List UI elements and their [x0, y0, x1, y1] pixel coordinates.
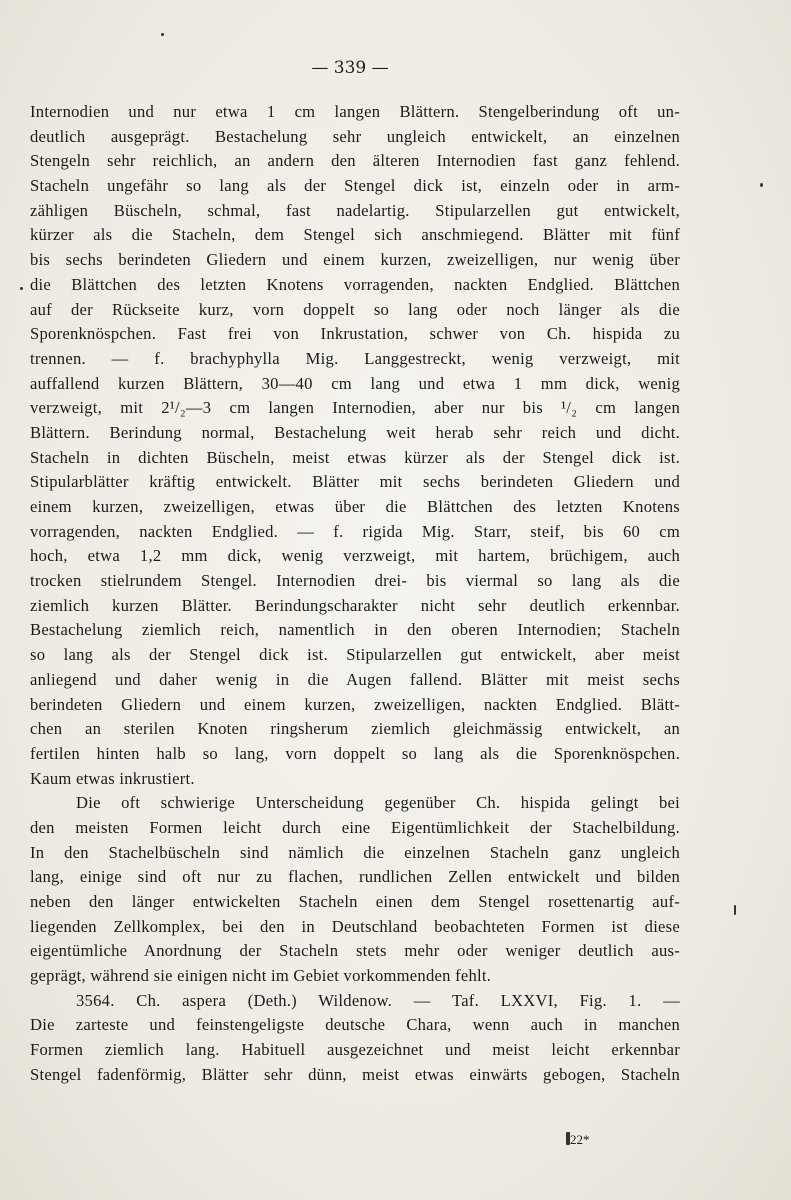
page-number: — 339 —: [311, 58, 389, 78]
text-line: ziemlich kurzen Blätter. Berindungscharakter nicht sehr deutlich erkennbar.: [30, 595, 680, 615]
text-line: die Blättchen des letzten Knotens vorragenden, nackten Endglied. Blättchen: [30, 274, 680, 294]
text-line: Sporenknöspchen. Fast frei von Inkrustation, schwer von Ch. hispida zu: [30, 324, 680, 344]
text-line: berindeten Gliedern und einem kurzen, zweizelligen, nackten Endglied. Blätt-: [30, 694, 680, 714]
text-line: auffallend kurzen Blättern, 30—40 cm lang und etwa 1 mm dick, wenig: [30, 373, 680, 393]
text-line: geprägt, während sie einigen nicht im Gebiet vorkommenden fehlt.: [30, 966, 492, 986]
signature-mark: 22*: [570, 1132, 590, 1147]
paragraph-species-description: [30, 100, 680, 791]
ink-speck: [734, 905, 736, 915]
text-line: liegenden Zellkomplex, bei den in Deutschland beobachteten Formen ist diese: [30, 916, 680, 936]
text-line: deutlich ausgeprägt. Bestachelung sehr ungleich entwickelt, an einzelnen: [30, 126, 680, 146]
paragraph-chara-aspera: [30, 989, 680, 1088]
text-line: Die zarteste und feinstengeligste deutsche Chara, wenn auch in manchen: [30, 1015, 680, 1035]
text-line: zähligen Büscheln, schmal, fast nadelartig. Stipularzellen gut entwickelt,: [30, 200, 680, 220]
text-line: In den Stachelbüscheln sind nämlich die einzelnen Stacheln ganz ungleich: [30, 842, 680, 862]
text-line: so lang als der Stengel dick ist. Stipularzellen gut entwickelt, aber meist: [30, 645, 680, 665]
text-line: vorragenden, nackten Endglied. — f. rigida Mig. Starr, steif, bis 60 cm: [30, 521, 680, 541]
text-line: einem kurzen, zweizelligen, etwas über die Blättchen des letzten Knotens: [30, 497, 680, 516]
text-line: Stacheln ungefähr so lang als der Stengel dick ist, einzeln oder in arm-: [30, 176, 680, 196]
text-line: anliegend und daher wenig in die Augen fallend. Blätter mit meist sechs: [30, 669, 680, 689]
ink-speck: [161, 33, 164, 36]
text-line: Stipularblätter kräftig entwickelt. Blätter mit sechs berindeten Gliedern und: [30, 472, 680, 492]
text-line: kürzer als die Stacheln, dem Stengel sich anschmiegend. Blätter mit fünf: [30, 225, 680, 245]
text-line: trennen. — f. brachyphylla Mig. Langgestreckt, wenig verzweigt, mit: [30, 348, 680, 368]
text-line: Internodien und nur etwa 1 cm langen Blättern. Stengelberindung oft un-: [30, 102, 680, 121]
text-line: Stacheln in dichten Büscheln, meist etwas kürzer als der Stengel dick ist.: [30, 447, 680, 467]
text-line: den meisten Formen leicht durch eine Eigentümlichkeit der Stachelbildung.: [30, 817, 680, 837]
text-line: Stengeln sehr reichlich, an andern den älteren Internodien fast ganz fehlend.: [30, 151, 680, 171]
paragraph-differentiation: [30, 791, 680, 989]
text-line: Stengel fadenförmig, Blätter sehr dünn, meist etwas einwärts gebogen, Stacheln: [30, 1064, 680, 1084]
text-line: lang, einige sind oft nur zu flachen, rundlichen Zellen entwickelt und bilden: [30, 867, 680, 887]
text-line: Bestachelung ziemlich reich, namentlich in den oberen Internodien; Stacheln: [30, 620, 680, 640]
text-line: hoch, etwa 1,2 mm dick, wenig verzweigt, mit hartem, brüchigem, auch: [30, 546, 680, 566]
text-line: neben den länger entwickelten Stacheln einen dem Stengel rosettenartig auf-: [30, 892, 680, 911]
text-line: Die oft schwierige Unterscheidung gegenüber Ch. hispida gelingt bei: [76, 793, 680, 813]
text-line: chen an sterilen Knoten ringsherum ziemlich gleichmässig entwickelt, an: [30, 719, 680, 739]
text-line: Formen ziemlich lang. Habituell ausgezeichnet und meist leicht erkennbar: [30, 1040, 680, 1060]
ink-speck: [20, 287, 23, 290]
text-line: auf der Rückseite kurz, vorn doppelt so lang oder noch länger als die: [30, 299, 680, 319]
ink-speck: [566, 1132, 570, 1145]
text-line: Blättern. Berindung normal, Bestachelung weit herab sehr reich und dicht.: [30, 422, 680, 442]
text-line: fertilen hinten halb so lang, vorn doppelt so lang als die Sporenknöspchen.: [30, 743, 680, 763]
body-text: [30, 100, 680, 1088]
text-line: eigentümliche Anordnung der Stacheln stets mehr oder weniger deutlich aus-: [30, 941, 680, 961]
text-line: bis sechs berindeten Gliedern und einem kurzen, zweizelligen, nur wenig über: [30, 250, 680, 270]
species-heading-line: 3564. Ch. aspera (Deth.) Wildenow. — Taf. LXXVI, Fig. 1. —: [76, 990, 680, 1010]
text-line: Kaum etwas inkrustiert.: [30, 768, 195, 788]
ink-speck: [760, 183, 763, 187]
text-line: verzweigt, mit 2¹/₂—3 cm langen Internodien, aber nur bis ¹/₂ cm langen: [30, 398, 680, 418]
text-line: trocken stielrundem Stengel. Internodien drei- bis viermal so lang als die: [30, 571, 680, 591]
